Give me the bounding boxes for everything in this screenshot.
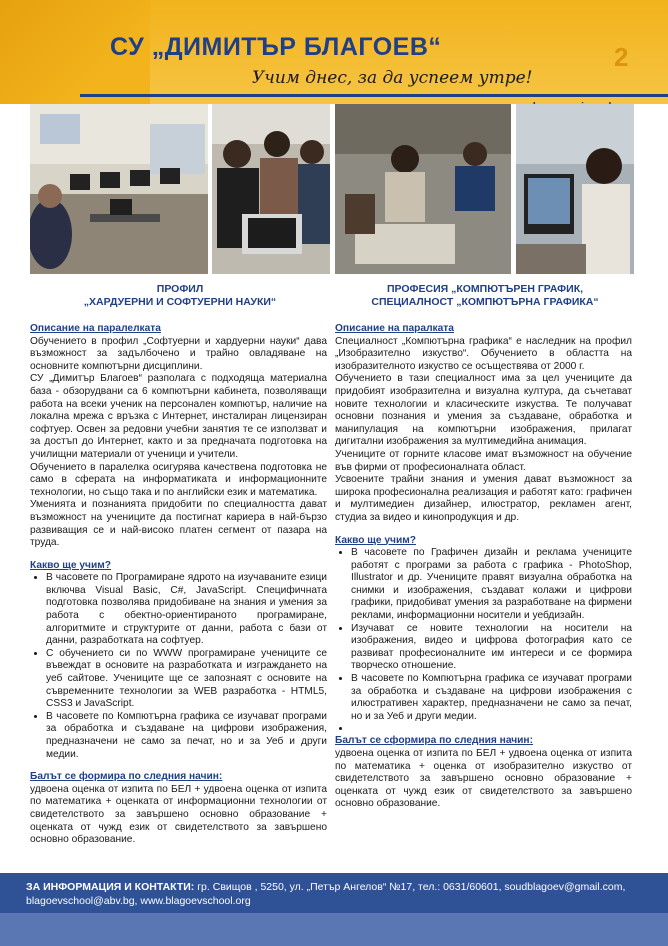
right-desc-title: Описание на паралката: [335, 323, 454, 334]
left-desc-p4: Уменията и познанията придобити по специалността дават възможност на учениците да постигнат кариера в най-бързо развиващия се и най-високо платен сегмент от пазара на труда.: [30, 499, 327, 549]
list-item: [351, 723, 632, 735]
list-item: • В часовете по Програмиране ядрото на изучаваните езици включва Visual Basic, C#, JavaScript. Специфичната подготовка позволява придобиване на знания и умения за работа с обектно-ориентираното програмиране, алгоритмите и структурите от данни, работа с бази от данни, разработката на софтуер.: [46, 572, 327, 648]
photo-computer-lab: [30, 104, 208, 274]
right-column: [335, 323, 632, 811]
left-learn-list: [30, 572, 327, 761]
left-desc-p3: Обучението в паралелка осигурява качествена подготовка не само в сферата на информатиката и информационните технологии, но също така и по английски език и математика.: [30, 461, 327, 498]
list-item: • С обучението си по WWW програмиране учениците се въвеждат в основите на разработката и изграждането на уеб сайтове. Учениците ще се запознаят с основите на съвременните технологии за WEB разработка - HTML5, CSS3 и JavaScript.: [46, 648, 327, 711]
footer-label: ЗА ИНФОРМАЦИЯ И КОНТАКТИ:: [26, 881, 195, 893]
motto: Учим днес, за да успеем утре!: [252, 68, 533, 88]
left-score-text: удвоена оценка от изпита по БЕЛ + удвоена оценка от изпита по математика + оценката от информационни технологии от свидетелството за завършено основно образование + оценката от чужд език от свидетелството за завършено основно образование.: [30, 783, 327, 846]
right-heading: [335, 283, 635, 309]
photo-outdoor-drawing: [335, 104, 511, 274]
right-desc-p1: Специалност „Компютърна графика“ е наследник на профил „Изобразително изкуство“. Обучението в областта на изобразителното изкуство се осъществява от 2000 г.: [335, 335, 632, 372]
right-score-text: удвоена оценка от изпита по БЕЛ + удвоена оценка от изпита по математика + оценка от изобразително изкуство от свидетелството за завършено основно образование + оценката от чужд език от свидетелството за завършено основно образование.: [335, 748, 632, 810]
left-score-title: Балът се формира по следния начин:: [30, 771, 223, 783]
page-number: 2: [614, 42, 629, 72]
right-score-title: Балът се сформира по следния начин:: [335, 735, 533, 747]
footer-contacts: [26, 880, 636, 908]
list-item: • В часовете по Компютърна графика се изучават програми за обработка и създаване на цифрови изображения с илюстративен характер, предназначени не само за печат, но и за Уеб и други медии.: [351, 673, 632, 723]
right-desc-p2: Обучението в тази специалност има за цел учениците да придобият изобразителна и визуална култура, да съчетават новите технологии и класическите изкуства. Те получават основни познания и умения за създаване, обработка и манипулация на компютърни изображения, прилагат дигитални изображения за мултимедийна анимация.: [335, 373, 632, 448]
list-item: • В часовете по Компютърна графика се изучават програми за обработка и създаване на цифрови изображения, предназначени не само за печат, но и за Уеб и други медии.: [46, 711, 327, 761]
list-item: • Изучават се новите технологии на носители на изображения, видео и цифрова фотография като се развиват професионалните им интереси и се формира творческо отношение.: [351, 623, 632, 673]
header-divider: [80, 94, 668, 97]
left-desc-p1: Обучението в профил „Софтуерни и хардуерни науки“ дава възможност за задълбочено и трайно овладяване на основните компютърни дисциплини.: [30, 335, 327, 372]
photo-students-group: [212, 104, 330, 274]
right-learn-list: [335, 547, 632, 735]
page-title: СУ „ДИМИТЪР БЛАГОЕВ“: [110, 33, 442, 61]
right-desc-p3: Учениците от горните класове имат възможност на обучение във фирми от професионалната област.: [335, 448, 632, 473]
right-desc-p4: Усвоените трайни знания и умения дават възможност за широка професионална реализация и работят като: графичен и мултимедиен дизайнер, илюстратор, рекламен агент, студиа за видео и кинопродукция и др.: [335, 474, 632, 523]
right-learn-title: Какво ще учим?: [335, 534, 416, 546]
right-heading-line1: ПРОФЕСИЯ „КОМПЮТЪРЕН ГРАФИК,: [386, 283, 584, 295]
left-heading: [30, 283, 330, 309]
right-heading-line2: СПЕЦИАЛНОСТ „КОМПЮТЪРНА ГРАФИКА“: [371, 296, 599, 308]
photo-graphics-student: [516, 104, 634, 274]
left-desc-p2: СУ „Димитър Благоев“ разполага с подходяща материална база - обзорудвани са 6 компютърни кабинета, позволяващи работа на всеки ученик на персонален компютър, наличие на локална мрежа с връзка с Интернет, инсталиран лицензиран софтуер. Освен за редовни учебни занятия те се използват и за достъп до Интернет, както и за предначата подготовка на училищни материали от ученици и учители.: [30, 373, 327, 460]
footer-band: [0, 913, 668, 946]
left-desc-title: Описание на паралелката: [30, 323, 161, 334]
footer-contact-text: гр. Свищов , 5250, ул. „Петър Ангелов“ №17, тел.: 0631/60601, soudblagoev@gmail.com, blagoevschool@abv.bg, www.blagoevschool.org: [26, 881, 626, 907]
left-heading-line2: „ХАРДУЕРНИ И СОФТУЕРНИ НАУКИ“: [83, 296, 277, 308]
left-column: [30, 323, 327, 847]
left-learn-title: Какво ще учим?: [30, 559, 111, 571]
left-heading-line1: ПРОФИЛ: [156, 283, 204, 295]
list-item: • В часовете по Графичен дизайн и реклама учениците работят с програми за работа с графика - PhotoShop, Illustrator и др. Учениците правят визуална обработка на снимки и изображения, създават колажи и цифрови графики, придобиват умения за разработване на фирмени реклами, информационни носители и уебдизайн.: [351, 547, 632, 623]
